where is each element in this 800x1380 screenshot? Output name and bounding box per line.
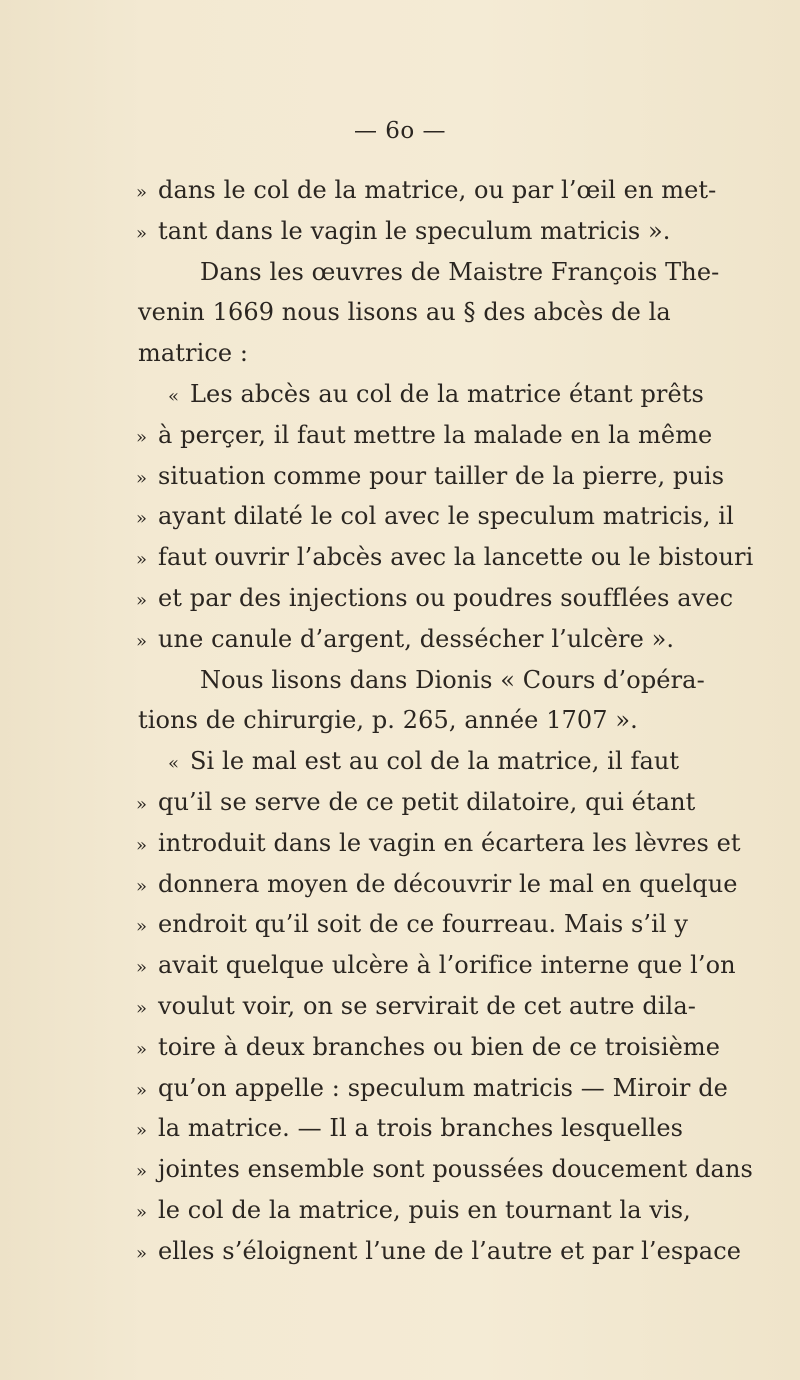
text-line: » et par des injections ou poudres soufflées avec xyxy=(138,578,732,619)
text-line: matrice : xyxy=(138,339,249,368)
text-line: tions de chirurgie, p. 265, année 1707 ». xyxy=(138,706,638,735)
guillemet-mark: « xyxy=(168,753,180,775)
text-line: » jointes ensemble sont poussées doucement dans xyxy=(138,1149,732,1190)
text-line: » le col de la matrice, puis en tournant la vis, xyxy=(138,1190,732,1231)
text-line: « Si le mal est au col de la matrice, il faut xyxy=(138,741,732,782)
guillemet-mark: » xyxy=(136,549,148,571)
text-line: » qu’on appelle : speculum matricis — Miroir de xyxy=(138,1068,732,1109)
guillemet-mark: » xyxy=(136,1201,148,1223)
guillemet-mark: » xyxy=(136,875,148,897)
text-line: » endroit qu’il soit de ce fourreau. Mais s’il y xyxy=(138,904,732,945)
guillemet-mark: » xyxy=(136,1120,148,1142)
text-line: venin 1669 nous lisons au § des abcès de la xyxy=(138,298,671,327)
guillemet-mark: » xyxy=(136,957,148,979)
text-line: » situation comme pour tailler de la pierre, puis xyxy=(138,456,732,497)
guillemet-mark: » xyxy=(136,222,148,244)
text-line: » une canule d’argent, dessécher l’ulcère ». xyxy=(138,619,732,660)
guillemet-mark: » xyxy=(136,589,148,611)
guillemet-mark: » xyxy=(136,467,148,489)
text-line: » elles s’éloignent l’une de l’autre et par l’espace xyxy=(138,1231,732,1272)
guillemet-mark: » xyxy=(136,793,148,815)
guillemet-mark: » xyxy=(136,916,148,938)
text-line: » voulut voir, on se servirait de cet autre dila- xyxy=(138,986,732,1027)
guillemet-mark: » xyxy=(136,508,148,530)
guillemet-mark: » xyxy=(136,1161,148,1183)
guillemet-mark: « xyxy=(168,385,180,407)
text-line: » introduit dans le vagin en écartera les lèvres et xyxy=(138,823,732,864)
text-line: » avait quelque ulcère à l’orifice interne que l’on xyxy=(138,945,732,986)
text-line: » donnera moyen de découvrir le mal en quelque xyxy=(138,864,732,905)
guillemet-mark: » xyxy=(136,834,148,856)
text-line: » ayant dilaté le col avec le speculum matricis, il xyxy=(138,496,732,537)
text-line: » la matrice. — Il a trois branches lesquelles xyxy=(138,1108,732,1149)
guillemet-mark: » xyxy=(136,630,148,652)
text-line: » dans le col de la matrice, ou par l’œil en met- xyxy=(138,170,732,211)
page-number: — 6o — xyxy=(353,118,447,144)
text-line: Nous lisons dans Dionis « Cours d’opéra- xyxy=(200,665,705,694)
body-text xyxy=(136,170,754,1272)
guillemet-mark: » xyxy=(136,1242,148,1264)
text-line: » à perçer, il faut mettre la malade en la même xyxy=(138,415,732,456)
text-line: » faut ouvrir l’abcès avec la lancette ou le bistouri xyxy=(138,537,732,578)
text-line: » tant dans le vagin le speculum matricis ». xyxy=(138,211,732,252)
guillemet-mark: » xyxy=(136,1079,148,1101)
guillemet-mark: » xyxy=(136,1038,148,1060)
guillemet-mark: » xyxy=(136,997,148,1019)
guillemet-mark: » xyxy=(136,426,148,448)
text-line: » qu’il se serve de ce petit dilatoire, qui étant xyxy=(138,782,732,823)
text-line: « Les abcès au col de la matrice étant prêts xyxy=(138,374,732,415)
guillemet-mark: » xyxy=(136,182,148,203)
text-line: » toire à deux branches ou bien de ce troisième xyxy=(138,1027,732,1068)
text-line: Dans les œuvres de Maistre François The- xyxy=(200,257,720,286)
